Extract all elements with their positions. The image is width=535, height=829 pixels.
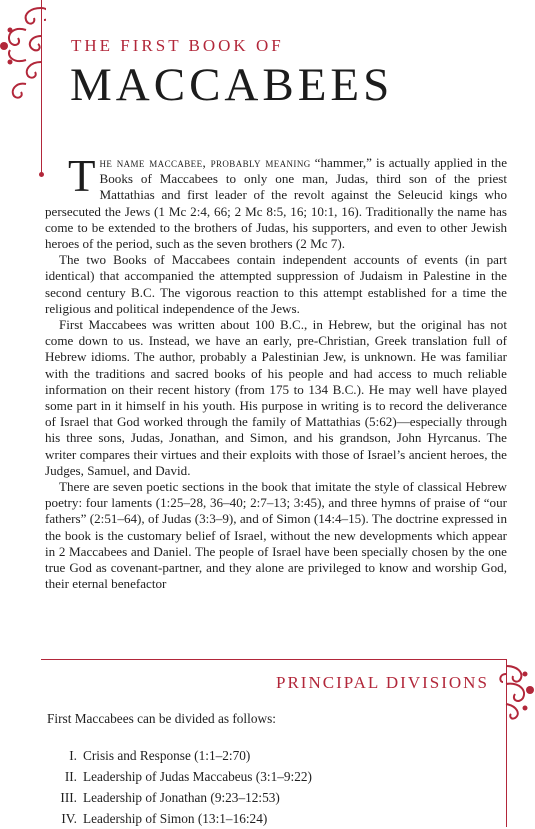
intro-paragraph-4: There are seven poetic sections in the book that imitate the style of classical Hebrew poetry: four laments (1:25–28, 36–40; 2:7–13; 3:45), and three hymns of praise of “our fathers” (2:51–64), of Judas (3:3–9), and of Simon (14:4–15). The doctrine expressed in the book is the customary belief of Israel, without the new developments which appear in 2 Maccabees and Daniel. The people of Israel have been specially chosen by the one true God as covenant-partner, and they alone are privileged to know and worship God, their eternal benefactor bbox=[45, 479, 507, 592]
lead-rest: “hammer,” is actually applied in the Books of Maccabees to only one man, Judas, third son of the priest Mattathias and first leader of the revolt against the Seleucid kings who persecuted the Jews (1 Mc 2:4, 66; 2 Mc 8:5, 16; 10:1, 16). Traditionally the name has come to be extended to the brothers of Judas, his supporters, and even to other Jewish heroes of the period, such as the seven brothers (2 Mc 7). bbox=[45, 155, 507, 252]
scroll-ornament-icon bbox=[497, 660, 535, 722]
divisions-rule-horizontal bbox=[41, 659, 506, 660]
list-text: Leadership of Judas Maccabeus (3:1–9:22) bbox=[83, 769, 312, 784]
intro-paragraph-2: The two Books of Maccabees contain independent accounts of events (in part identical) that accompanied the attempted suppression of Judaism in Palestine in the second century B.C. The vigorous reaction to this attempt established for a time the religious and political independence of the Jews. bbox=[45, 252, 507, 316]
lead-smallcaps: he name maccabee, probably meaning bbox=[99, 155, 311, 170]
drop-cap: T bbox=[68, 151, 96, 201]
rule-end-dot bbox=[39, 172, 44, 177]
book-subtitle: THE FIRST BOOK OF bbox=[71, 36, 284, 55]
top-rule-vertical bbox=[41, 0, 42, 176]
list-item bbox=[47, 766, 312, 787]
intro-paragraph-1 bbox=[45, 151, 507, 252]
list-numeral: III. bbox=[60, 790, 77, 805]
introduction-text bbox=[45, 151, 507, 592]
scroll-ornament-icon bbox=[0, 0, 46, 110]
list-item bbox=[47, 808, 312, 829]
book-title: MACCABEES bbox=[70, 59, 394, 111]
list-text: Leadership of Simon (13:1–16:24) bbox=[83, 811, 268, 826]
list-text: Crisis and Response (1:1–2:70) bbox=[83, 748, 251, 763]
list-numeral: II. bbox=[64, 769, 77, 784]
intro-paragraph-3: First Maccabees was written about 100 B.C., in Hebrew, but the original has not come down to us. Instead, we have an early, pre-Christian, Greek translation full of Hebrew idioms. The author, probably a Palestinian Jew, is unknown. He was familiar with the traditions and sacred books of his people and had access to much reliable information on their recent history (from 175 to 134 B.C.). He may well have played some part in it himself in his youth. His purpose in writing is to record the deliverance of Israel that God worked through the family of Mattathias (5:62)—especially through his three sons, Judas, Jonathan, and Simon, and his grandson, John Hyrcanus. The writer compares their virtues and their exploits with those of Israel’s ancient heroes, the Judges, Samuel, and David. bbox=[45, 317, 507, 478]
list-item bbox=[47, 787, 312, 808]
divisions-heading: PRINCIPAL DIVISIONS bbox=[276, 673, 489, 692]
list-item bbox=[47, 745, 312, 766]
list-numeral: IV. bbox=[61, 811, 77, 826]
divisions-list bbox=[47, 745, 312, 829]
list-numeral: I. bbox=[69, 748, 77, 763]
divisions-intro: First Maccabees can be divided as follows: bbox=[47, 711, 276, 726]
list-text: Leadership of Jonathan (9:23–12:53) bbox=[83, 790, 280, 805]
